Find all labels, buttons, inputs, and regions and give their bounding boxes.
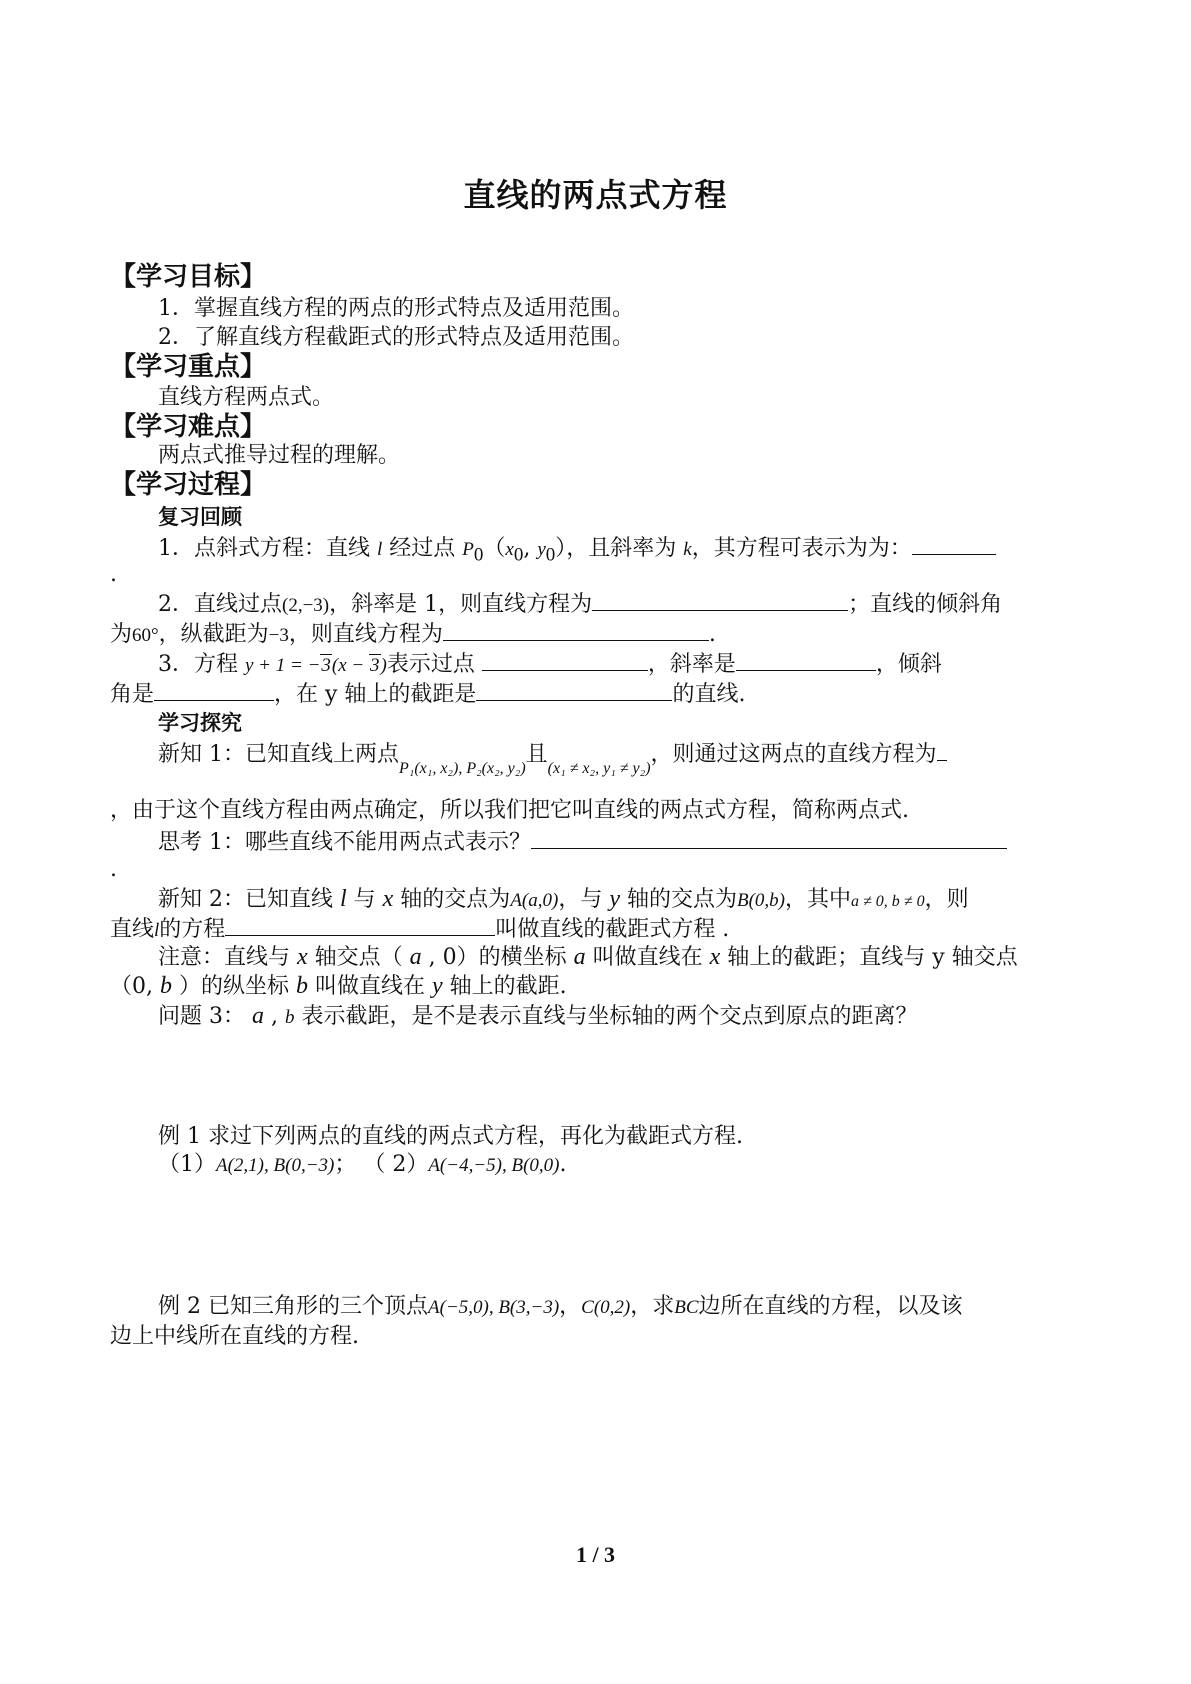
new-knowledge-1: 新知 1：已知直线上两点$_{P_1(x_1, x_2), P_2(x_2, y_2)}$且$_{(x_1 \ne x_2, y_1 \ne y_2)}$，则通过这两点的直线方程为 [158,738,947,772]
answer-blank[interactable] [592,588,848,611]
goal-item-1: 1．掌握直线方程的两点的形式特点及适用范围。 [158,296,634,321]
think-1-end: . [110,857,117,882]
page-number: 1 / 3 [575,1542,616,1567]
section-goals-heading: 【学习目标】 [110,262,267,292]
answer-blank[interactable] [937,738,947,761]
section-process-heading: 【学习过程】 [110,470,267,500]
answer-blank[interactable] [443,618,709,641]
example-1: 例 1 求过下列两点的直线的两点式方程，再化为截距式方程. [158,1124,743,1149]
equation: y + 1 = −3(x − 3) [245,655,387,676]
answer-blank[interactable] [736,648,876,671]
question-3: 问题 3： a , b 表示截距，是不是表示直线与坐标轴的两个交点到原点的距离？ [158,1003,918,1029]
goal-item-2: 2．了解直线方程截距式的形式特点及适用范围。 [158,325,634,350]
example-1-parts: （1）A(2,1), B(0,−3)； （ 2）A(−4,−5), B(0,0). [158,1152,567,1177]
review-question-3: 3．方程 y + 1 = −3(x − 3)表示过点 ，斜率是 ，倾斜 [158,648,942,681]
review-question-3-cont: 角是 ，在 y 轴上的截距是 的直线. [110,678,745,710]
note-text: 注意：直线与 x 轴交点（ a , 0）的横坐标 a 叫做直线在 x 轴上的截距；直线与 y 轴交点 [158,944,1018,970]
page-title: 直线的两点式方程 [463,176,728,214]
answer-blank[interactable] [154,678,274,701]
section-difficulty-heading: 【学习难点】 [110,412,267,442]
new-knowledge-2-cont: 直线l的方程 叫做直线的截距式方程 . [110,913,729,946]
explore-heading: 学习探究 [158,711,242,735]
section-focus-heading: 【学习重点】 [110,352,267,382]
new-knowledge-2: 新知 2：已知直线 l 与 x 轴的交点为A(a,0)，与 y 轴的交点为B(0,b)，其中a ≠ 0, b ≠ 0，则 [158,886,969,912]
answer-blank[interactable] [531,826,1007,849]
example-2: 例 2 已知三角形的三个顶点A(−5,0), B(3,−3)，C(0,2)，求BC边所在直线的方程，以及该 [158,1294,963,1319]
answer-blank[interactable] [225,913,495,936]
review-question-2: 2．直线过点(2,−3)，斜率是 1，则直线方程为 ；直线的倾斜角 [158,588,1002,621]
review-question-1: 1．点斜式方程：直线 l 经过点 $P_0(x_0$, $y_0$），且斜率为 k，其方程可表示为为： [158,532,996,570]
think-1: 思考 1：哪些直线不能用两点式表示？ [158,826,1007,858]
new-knowledge-1-cont: ，由于这个直线方程由两点确定，所以我们把它叫直线的两点式方程，简称两点式. [110,798,909,823]
note-text-cont: （0, b ）的纵坐标 b 叫做直线在 y 轴上的截距. [110,973,567,999]
review-question-2-cont: 为60°，纵截距为−3，则直线方程为 . [110,618,716,651]
review-question-1-end: . [110,562,117,587]
example-2-cont: 边上中线所在直线的方程. [110,1324,359,1349]
answer-blank[interactable] [476,678,672,701]
answer-blank[interactable] [482,648,648,671]
answer-blank[interactable] [912,532,996,555]
difficulty-text: 两点式推导过程的理解。 [158,443,401,468]
review-heading: 复习回顾 [158,505,242,529]
focus-text: 直线方程两点式。 [158,385,335,410]
